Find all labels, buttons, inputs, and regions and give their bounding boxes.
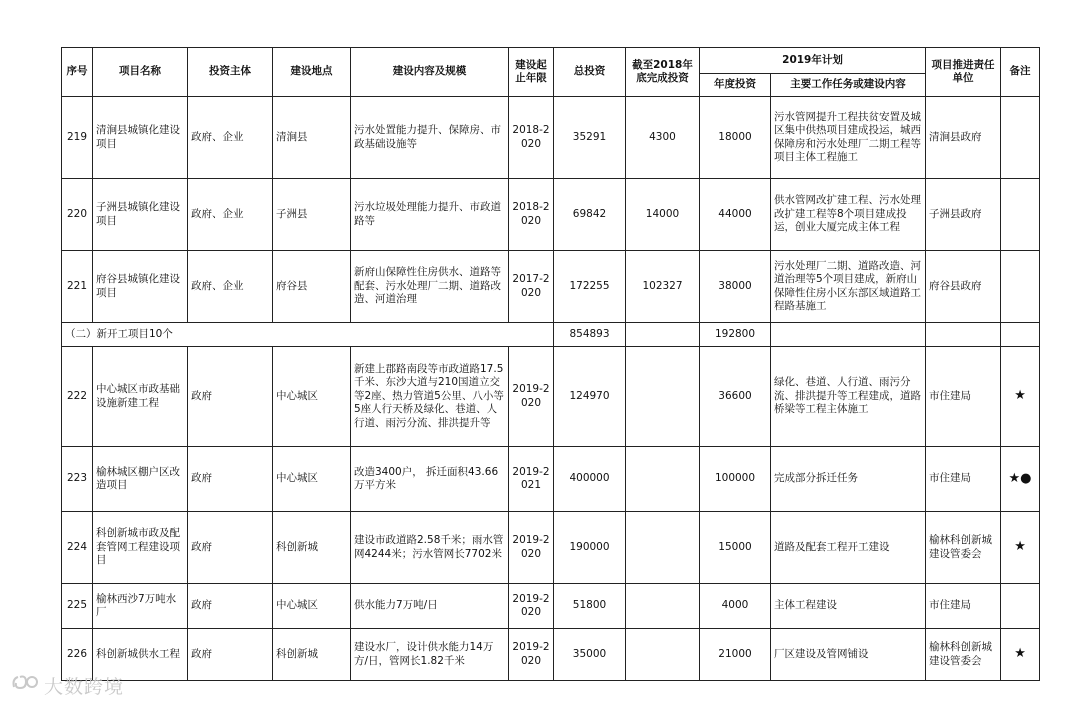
header-remark: 备注 xyxy=(1001,48,1040,97)
cell-period: 2017-2020 xyxy=(509,251,554,323)
cell-investor: 政府、企业 xyxy=(188,251,273,323)
cell-annual: 18000 xyxy=(700,97,771,179)
header-content: 建设内容及规模 xyxy=(351,48,509,97)
cell-investor: 政府 xyxy=(188,629,273,681)
cell-name: 府谷县城镇化建设项目 xyxy=(93,251,188,323)
cell-seq: 220 xyxy=(62,179,93,251)
cell-location: 子洲县 xyxy=(273,179,351,251)
header-period: 建设起止年限 xyxy=(509,48,554,97)
cell-done xyxy=(626,512,700,584)
cell-annual: 44000 xyxy=(700,179,771,251)
cell-unit: 市住建局 xyxy=(926,584,1001,629)
cell-remark: ★ xyxy=(1001,347,1040,447)
cell-total: 124970 xyxy=(554,347,626,447)
cell-total: 190000 xyxy=(554,512,626,584)
cell-period: 2019-2020 xyxy=(509,629,554,681)
cell-annual: 100000 xyxy=(700,447,771,512)
table-row xyxy=(62,512,1040,584)
project-table xyxy=(61,47,1040,681)
cell-done xyxy=(626,447,700,512)
cell-name: 科创新城市政及配套管网工程建设项目 xyxy=(93,512,188,584)
cell-remark xyxy=(1001,97,1040,179)
section-done xyxy=(626,323,700,347)
cell-annual: 38000 xyxy=(700,251,771,323)
cell-name: 子洲县城镇化建设项目 xyxy=(93,179,188,251)
cell-location: 中心城区 xyxy=(273,447,351,512)
header-total: 总投资 xyxy=(554,48,626,97)
cell-content: 建设水厂，设计供水能力14万方/日，管网长1.82千米 xyxy=(351,629,509,681)
watermark xyxy=(10,672,124,699)
header-tasks: 主要工作任务或建设内容 xyxy=(771,74,926,97)
cell-done xyxy=(626,584,700,629)
cell-period: 2019-2021 xyxy=(509,447,554,512)
cell-seq: 224 xyxy=(62,512,93,584)
cell-content: 污水处置能力提升、保障房、市政基础设施等 xyxy=(351,97,509,179)
cell-content: 新府山保障性住房供水、道路等配套、污水处理厂二期、道路改造、河道治理 xyxy=(351,251,509,323)
cell-tasks: 道路及配套工程开工建设 xyxy=(771,512,926,584)
cell-tasks: 主体工程建设 xyxy=(771,584,926,629)
cell-location: 府谷县 xyxy=(273,251,351,323)
watermark-text: 大数跨境 xyxy=(44,676,125,698)
table-row xyxy=(62,629,1040,681)
cell-annual: 4000 xyxy=(700,584,771,629)
cell-unit: 清涧县政府 xyxy=(926,97,1001,179)
header-annual: 年度投资 xyxy=(700,74,771,97)
watermark-logo-icon xyxy=(10,673,40,698)
table-row xyxy=(62,447,1040,512)
cell-investor: 政府 xyxy=(188,584,273,629)
cell-total: 51800 xyxy=(554,584,626,629)
section-remark xyxy=(1001,323,1040,347)
cell-content: 供水能力7万吨/日 xyxy=(351,584,509,629)
cell-remark: ★ xyxy=(1001,512,1040,584)
cell-unit: 市住建局 xyxy=(926,447,1001,512)
table-row xyxy=(62,179,1040,251)
section-total: 854893 xyxy=(554,323,626,347)
cell-annual: 15000 xyxy=(700,512,771,584)
cell-done: 102327 xyxy=(626,251,700,323)
cell-tasks: 污水管网提升工程扶贫安置及城区集中供热项目建成投运，城西保障房和污水处理厂二期工程等项目主体工程施工 xyxy=(771,97,926,179)
cell-remark: ★● xyxy=(1001,447,1040,512)
table-row xyxy=(62,97,1040,179)
cell-investor: 政府、企业 xyxy=(188,179,273,251)
cell-name: 榆林西沙7万吨水厂 xyxy=(93,584,188,629)
cell-unit: 榆林科创新城建设管委会 xyxy=(926,512,1001,584)
cell-investor: 政府、企业 xyxy=(188,97,273,179)
cell-done xyxy=(626,629,700,681)
cell-period: 2018-2020 xyxy=(509,179,554,251)
cell-tasks: 供水管网改扩建工程、污水处理改扩建工程等8个项目建成投运，创业大厦完成主体工程 xyxy=(771,179,926,251)
header-investor: 投资主体 xyxy=(188,48,273,97)
cell-tasks: 污水处理厂二期、道路改造、河道治理等5个项目建成，新府山保障性住房小区东部区域道路工程路基施工 xyxy=(771,251,926,323)
cell-content: 建设市政道路2.58千米；雨水管网4244米；污水管网长7702米 xyxy=(351,512,509,584)
table-row xyxy=(62,584,1040,629)
header-done2018: 截至2018年底完成投资 xyxy=(626,48,700,97)
cell-period: 2019-2020 xyxy=(509,584,554,629)
table-row xyxy=(62,251,1040,323)
header-plan2019: 2019年计划 xyxy=(700,48,926,74)
cell-content: 新建上郡路南段等市政道路17.5千米、东沙大道与210国道立交等2座、热力管道5公里、八小等5座人行天桥及绿化、巷道、人行道、雨污分流、排洪提升等 xyxy=(351,347,509,447)
cell-tasks: 绿化、巷道、人行道、雨污分流、排洪提升等工程建成，道路桥梁等工程主体施工 xyxy=(771,347,926,447)
cell-period: 2019-2020 xyxy=(509,512,554,584)
cell-tasks: 厂区建设及管网铺设 xyxy=(771,629,926,681)
cell-name: 科创新城供水工程 xyxy=(93,629,188,681)
cell-location: 中心城区 xyxy=(273,584,351,629)
cell-name: 清涧县城镇化建设项目 xyxy=(93,97,188,179)
cell-remark xyxy=(1001,251,1040,323)
cell-annual: 21000 xyxy=(700,629,771,681)
section-tasks xyxy=(771,323,926,347)
cell-seq: 222 xyxy=(62,347,93,447)
cell-investor: 政府 xyxy=(188,447,273,512)
cell-content: 污水垃圾处理能力提升、市政道路等 xyxy=(351,179,509,251)
cell-location: 科创新城 xyxy=(273,512,351,584)
section-annual: 192800 xyxy=(700,323,771,347)
cell-remark xyxy=(1001,179,1040,251)
cell-seq: 221 xyxy=(62,251,93,323)
cell-unit: 府谷县政府 xyxy=(926,251,1001,323)
cell-total: 69842 xyxy=(554,179,626,251)
section-label: （二）新开工项目10个 xyxy=(62,323,554,347)
cell-location: 中心城区 xyxy=(273,347,351,447)
cell-total: 172255 xyxy=(554,251,626,323)
cell-remark xyxy=(1001,584,1040,629)
cell-unit: 子洲县政府 xyxy=(926,179,1001,251)
section-unit xyxy=(926,323,1001,347)
cell-annual: 36600 xyxy=(700,347,771,447)
cell-remark: ★ xyxy=(1001,629,1040,681)
cell-seq: 223 xyxy=(62,447,93,512)
header-location: 建设地点 xyxy=(273,48,351,97)
cell-period: 2018-2020 xyxy=(509,97,554,179)
cell-location: 清涧县 xyxy=(273,97,351,179)
cell-name: 榆林城区棚户区改造项目 xyxy=(93,447,188,512)
header-name: 项目名称 xyxy=(93,48,188,97)
header-unit: 项目推进责任单位 xyxy=(926,48,1001,97)
cell-seq: 219 xyxy=(62,97,93,179)
cell-investor: 政府 xyxy=(188,512,273,584)
cell-total: 35000 xyxy=(554,629,626,681)
cell-tasks: 完成部分拆迁任务 xyxy=(771,447,926,512)
cell-total: 400000 xyxy=(554,447,626,512)
header-seq: 序号 xyxy=(62,48,93,97)
cell-investor: 政府 xyxy=(188,347,273,447)
cell-seq: 225 xyxy=(62,584,93,629)
cell-unit: 市住建局 xyxy=(926,347,1001,447)
cell-done: 14000 xyxy=(626,179,700,251)
cell-location: 科创新城 xyxy=(273,629,351,681)
cell-period: 2019-2020 xyxy=(509,347,554,447)
cell-seq: 226 xyxy=(62,629,93,681)
cell-done: 4300 xyxy=(626,97,700,179)
cell-name: 中心城区市政基础设施新建工程 xyxy=(93,347,188,447)
cell-content: 改造3400户， 拆迁面积43.66万平方米 xyxy=(351,447,509,512)
section-row xyxy=(62,323,1040,347)
cell-total: 35291 xyxy=(554,97,626,179)
table-row xyxy=(62,347,1040,447)
cell-done xyxy=(626,347,700,447)
cell-unit: 榆林科创新城建设管委会 xyxy=(926,629,1001,681)
